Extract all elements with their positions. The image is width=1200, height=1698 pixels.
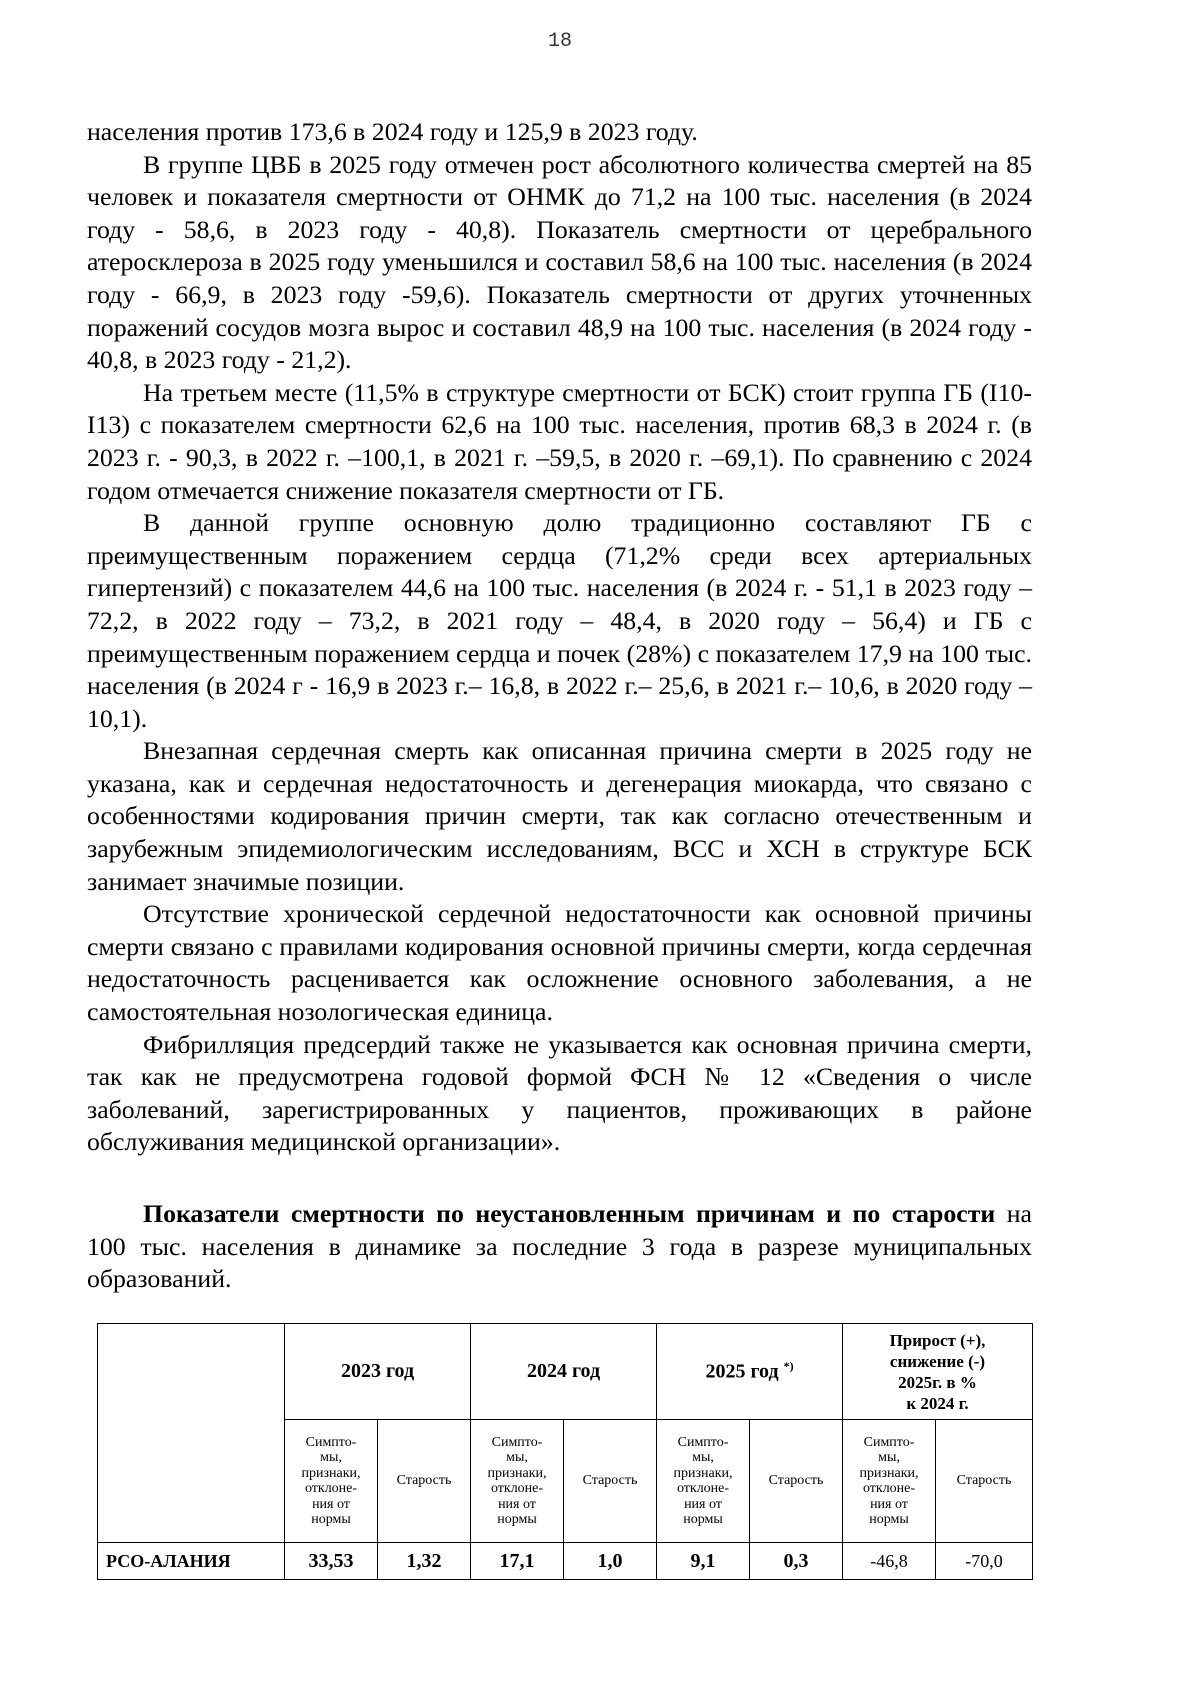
paragraph: Внезапная сердечная смерть как описанная причина смерти в 2025 году не указана, как и сердечная недостаточность и дегенерация миокарда, что связано с особенностями кодирования причин смерти, так как согласно отечественным и зарубежным эпидемиологическим исследованиям, ВСС и ХСН в структуре БСК занимает значимые позиции. xyxy=(87,736,1032,896)
symptoms-header: Симпто- мы, признаки, отклоне- ния от нормы xyxy=(471,1420,564,1543)
caption-bold: Показатели смертности по неустановленным причинам и по старости xyxy=(143,1199,996,1228)
year-header-row xyxy=(98,1324,1033,1420)
year-header: 2024 год xyxy=(471,1324,657,1420)
paragraph: На третьем месте (11,5% в структуре смертности от БСК) стоит группа ГБ (I10-I13) с показателем смертности 62,6 на 100 тыс. населения, против 68,3 в 2024 г. (в 2023 г. - 90,3, в 2022 г. –100,1, в 2021 г. –59,5, в 2020 г. –69,1). По сравнению с 2024 годом отмечается снижение показателя смертности от ГБ. xyxy=(87,377,1032,505)
growth-header: Прирост (+), снижение (-) 2025г. в % к 2024 г. xyxy=(843,1324,1033,1420)
old-age-header: Старость xyxy=(750,1420,843,1543)
value-cell: -46,8 xyxy=(843,1543,936,1580)
paragraph: В данной группе основную долю традиционно составляют ГБ с преимущественным поражением сердца (71,2% среди всех артериальных гипертензий) с показателем 44,6 на 100 тыс. населения (в 2024 г. - 51,1 в 2023 году – 72,2, в 2022 году – 73,2, в 2021 году – 48,4, в 2020 году – 56,4) и ГБ с преимущественным поражением сердца и почек (28%) с показателем 17,9 на 100 тыс. населения (в 2024 г - 16,9 в 2023 г.– 16,8, в 2022 г.– 25,6, в 2021 г.– 10,6, в 2020 году – 10,1). xyxy=(87,508,1032,733)
old-age-header: Старость xyxy=(936,1420,1033,1543)
footnote-mark: *) xyxy=(783,1359,794,1374)
caption-rest: на 100 тыс. населения в динамике за последние 3 года в разрезе муниципальных образований. xyxy=(87,1199,1032,1294)
year-header: 2023 год xyxy=(285,1324,471,1420)
value-cell: 1,32 xyxy=(378,1543,471,1580)
value-cell: 1,0 xyxy=(564,1543,657,1580)
symptoms-header: Симпто- мы, признаки, отклоне- ния от нормы xyxy=(657,1420,750,1543)
paragraph: населения против 173,6 в 2024 году и 125,9 в 2023 году. xyxy=(87,117,698,146)
value-cell: 33,53 xyxy=(285,1543,378,1580)
symptoms-header: Симпто- мы, признаки, отклоне- ния от нормы xyxy=(843,1420,936,1543)
region-name: РСО-АЛАНИЯ xyxy=(98,1543,285,1580)
symptoms-header: Симпто- мы, признаки, отклоне- ния от нормы xyxy=(285,1420,378,1543)
year-header xyxy=(657,1324,843,1420)
paragraph: В группе ЦВБ в 2025 году отмечен рост абсолютного количества смертей на 85 человек и показателя смертности от ОНМК до 71,2 на 100 тыс. населения (в 2024 году - 58,6, в 2023 году - 40,8). Показатель смертности от церебрального атеросклероза в 2025 году уменьшился и составил 58,6 на 100 тыс. населения (в 2024 году - 66,9, в 2023 году -59,6). Показатель смертности от других уточненных поражений сосудов мозга вырос и составил 48,9 на 100 тыс. населения (в 2024 году - 40,8, в 2023 году - 21,2). xyxy=(87,149,1032,375)
region-header-cell xyxy=(98,1324,285,1543)
table-row xyxy=(98,1543,1033,1580)
mortality-table xyxy=(97,1323,1033,1580)
old-age-header: Старость xyxy=(564,1420,657,1543)
paragraph: Фибрилляция предсердий также не указывается как основная причина смерти, так как не предусмотрена годовой формой ФСН № 12 «Сведения о числе заболеваний, зарегистрированных у пациентов, проживающих в районе обслуживания медицинской организации». xyxy=(87,1029,1032,1157)
page-number: 18 xyxy=(547,30,572,53)
value-cell: 0,3 xyxy=(750,1543,843,1580)
value-cell: 17,1 xyxy=(471,1543,564,1580)
paragraph: Отсутствие хронической сердечной недостаточности как основной причины смерти связано с правилами кодирования основной причины смерти, когда сердечная недостаточность расценивается как осложнение основного заболевания, а не самостоятельная нозологическая единица. xyxy=(87,899,1032,1027)
body-text xyxy=(87,116,1032,1159)
year-label: 2025 год xyxy=(705,1360,779,1383)
table-caption xyxy=(87,1198,1032,1296)
value-cell: -70,0 xyxy=(936,1543,1033,1580)
value-cell: 9,1 xyxy=(657,1543,750,1580)
old-age-header: Старость xyxy=(378,1420,471,1543)
